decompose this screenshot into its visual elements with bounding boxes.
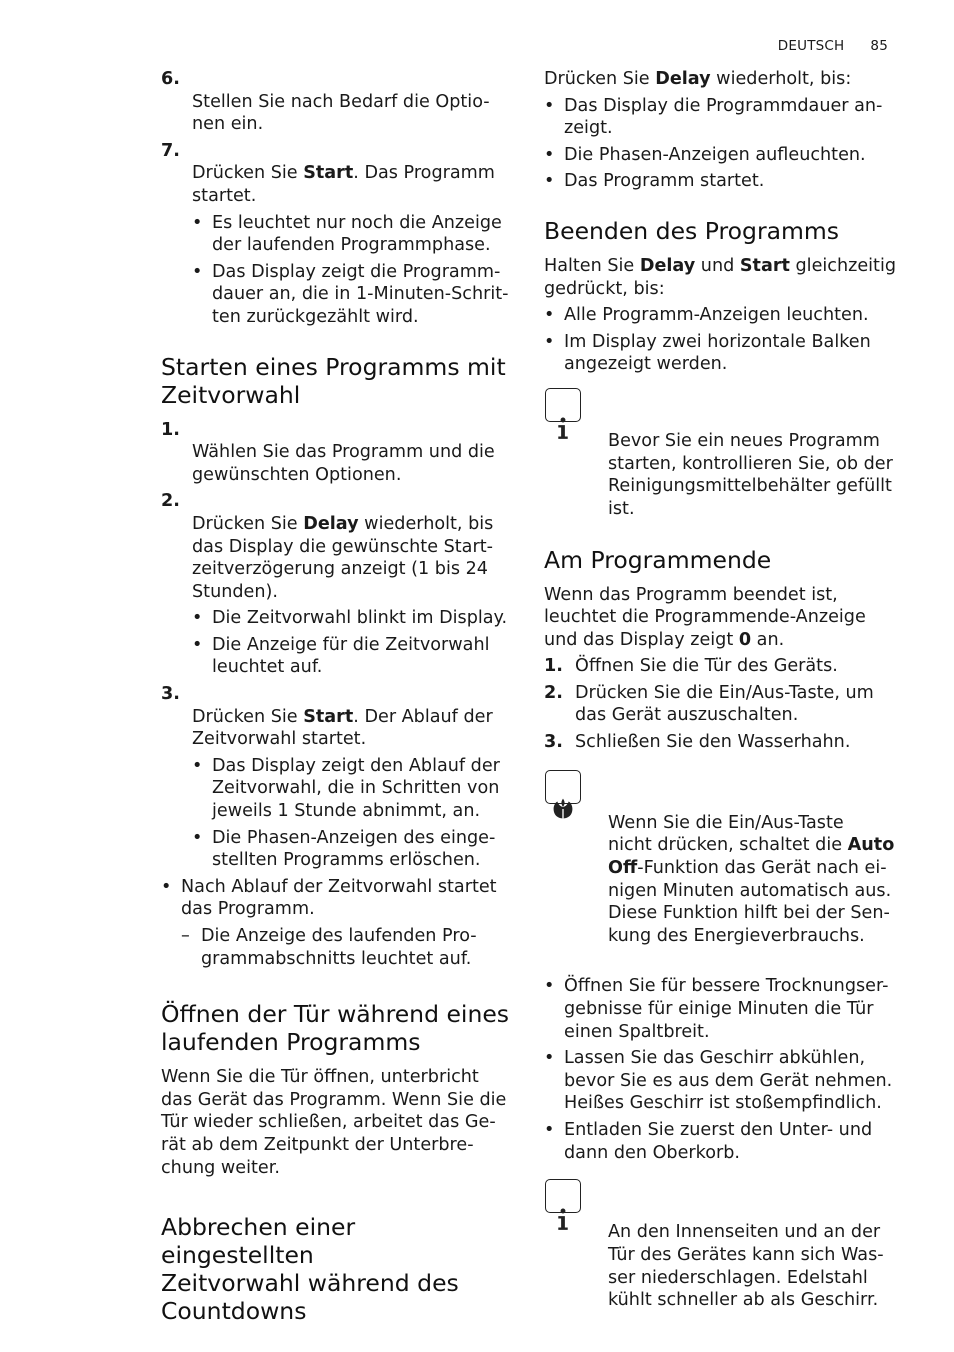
bullet-item bbox=[544, 304, 899, 327]
info-icon bbox=[545, 1179, 581, 1213]
bullet-glyph: • bbox=[544, 976, 555, 997]
bullet-item bbox=[192, 755, 513, 823]
section-title-program-end: Am Programmende bbox=[544, 545, 772, 574]
note-text: Bevor Sie ein neues Programm starten, kontrollieren Sie, ob der Reinigungsmittelbehälter gefüllt ist. bbox=[608, 431, 893, 519]
step-7 bbox=[161, 140, 513, 208]
right-column bbox=[544, 68, 899, 1312]
step-text-post: wiederholt, bis das Display die gewünschte Start- zeitverzögerung anzeigt (1 bis 24 Stunden). bbox=[192, 513, 494, 602]
bullet-item bbox=[192, 607, 513, 630]
bullet-item bbox=[192, 634, 513, 679]
start-key-label: Start bbox=[303, 706, 354, 727]
note-text: An den Innenseiten und an der Tür des Gerätes kann sich Was- ser niederschlagen. Edelstahl kühlt schneller ab als Geschirr. bbox=[608, 1222, 884, 1311]
start-key-label: Start bbox=[739, 255, 790, 276]
step-number: 1. bbox=[161, 419, 180, 440]
step-text-post: . Das Programm startet. bbox=[192, 163, 495, 206]
dash-text: Die Anzeige des laufenden Pro- grammabschnitts leuchtet auf. bbox=[201, 926, 477, 969]
step-1 bbox=[544, 655, 899, 678]
bullet-glyph: • bbox=[192, 261, 203, 282]
step-text-pre: Drücken Sie bbox=[192, 706, 304, 727]
dash-item bbox=[181, 925, 513, 970]
intro-post: wiederholt, bis: bbox=[710, 69, 852, 89]
bullet-text: Das Display zeigt die Programm- dauer an, die in 1-Minuten-Schrit- ten zurückgezählt wird. bbox=[212, 261, 509, 327]
start-key-label: Start bbox=[303, 163, 354, 184]
page-header bbox=[778, 38, 888, 54]
step-text: Drücken Sie die Ein/Aus-Taste, um das Gerät auszuschalten. bbox=[575, 682, 874, 726]
end-paragraph bbox=[544, 255, 899, 300]
bullet-text: Im Display zwei horizontale Balken angezeigt werden. bbox=[564, 331, 871, 375]
eco-text-pre: Wenn Sie die Ein/Aus-Taste nicht drücken, schaltet die bbox=[608, 812, 844, 856]
step-text: Stellen Sie nach Bedarf die Optio- nen ein. bbox=[192, 91, 490, 135]
bullet-glyph: • bbox=[544, 1048, 555, 1069]
bullet-text: Es leuchtet nur noch die Anzeige der laufenden Programmphase. bbox=[212, 212, 502, 256]
bullet-item bbox=[544, 1119, 899, 1164]
bullet-item bbox=[544, 170, 899, 193]
bullet-item bbox=[544, 1047, 899, 1115]
step-6 bbox=[161, 68, 513, 136]
bullet-item bbox=[544, 331, 899, 376]
step-number: 3. bbox=[544, 732, 563, 753]
bullet-glyph: • bbox=[544, 305, 555, 326]
bullet-text: Die Phasen-Anzeigen aufleuchten. bbox=[564, 144, 866, 165]
bullet-item bbox=[192, 827, 513, 872]
bullet-text: Lassen Sie das Geschirr abkühlen, bevor Sie es aus dem Gerät nehmen. Heißes Geschirr ist stoßempfindlich. bbox=[564, 1048, 893, 1114]
bullet-text: Die Phasen-Anzeigen des einge- stellten Programms erlöschen. bbox=[212, 827, 496, 871]
end-text-d: gleichzeitig gedrückt, bis: bbox=[544, 255, 897, 299]
delay-key-label: Delay bbox=[655, 69, 711, 89]
info-note-detergent bbox=[544, 385, 899, 521]
step-3 bbox=[544, 731, 899, 754]
step-2 bbox=[544, 682, 899, 727]
bullet-glyph: • bbox=[192, 608, 203, 629]
auto-off-label: Auto Off bbox=[608, 835, 895, 879]
section-title-door-open: Öffnen der Tür während eines laufenden Programms bbox=[161, 1000, 510, 1057]
step-text: Wählen Sie das Programm und die gewünschten Optionen. bbox=[192, 442, 495, 485]
finish-post: an. bbox=[751, 629, 785, 650]
step-text-post: . Der Ablauf der Zeitvorwahl startet. bbox=[192, 706, 493, 750]
leaf-icon bbox=[545, 770, 581, 804]
bullet-text: Das Display die Programmdauer an- zeigt. bbox=[564, 95, 883, 139]
info-note-condensation bbox=[544, 1176, 899, 1312]
step-number: 2. bbox=[161, 491, 180, 512]
step-number: 6. bbox=[161, 69, 180, 89]
bullet-glyph: • bbox=[544, 171, 555, 192]
end-text-c: und bbox=[695, 255, 740, 276]
step-number: 2. bbox=[544, 682, 563, 703]
step-1 bbox=[161, 419, 513, 487]
bullet-item bbox=[192, 261, 513, 329]
bullet-text: Öffnen Sie für bessere Trocknungser- gebnisse für einige Minuten die Tür einen Spaltbreit. bbox=[564, 976, 889, 1042]
eco-note-auto-off bbox=[544, 767, 899, 948]
bullet-text: Entladen Sie zuerst den Unter- und dann den Oberkorb. bbox=[564, 1119, 873, 1163]
bullet-text: Das Display zeigt den Ablauf der Zeitvorwahl, die in Schritten von jeweils 1 Stunde abnimmt, an. bbox=[212, 755, 500, 822]
bullet-glyph: • bbox=[192, 827, 203, 848]
bullet-item bbox=[161, 876, 513, 921]
finish-paragraph bbox=[544, 584, 899, 652]
door-paragraph: Wenn Sie die Tür öffnen, unterbricht das Gerät das Programm. Wenn Sie die Tür wieder schließen, arbeitet das Ge- rät ab dem Zeitpunkt der Unterbre- chung weiter. bbox=[161, 1067, 507, 1178]
bullet-glyph: • bbox=[161, 876, 172, 897]
bullet-item bbox=[544, 144, 899, 167]
step-number: 3. bbox=[161, 684, 180, 705]
step-text: Öffnen Sie die Tür des Geräts. bbox=[575, 656, 838, 677]
bullet-text: Die Zeitvorwahl blinkt im Display. bbox=[212, 608, 508, 629]
page-number: 85 bbox=[870, 38, 888, 54]
section-title-end-program: Beenden des Programms bbox=[544, 216, 840, 245]
bullet-text: Alle Programm-Anzeigen leuchten. bbox=[564, 305, 869, 326]
finish-pre: Wenn das Programm beendet ist, leuchtet die Programmende-Anzeige und das Display zeigt bbox=[544, 584, 866, 650]
delay-key-label: Delay bbox=[303, 513, 359, 534]
bullet-item bbox=[544, 975, 899, 1043]
bullet-text: Das Programm startet. bbox=[564, 171, 765, 192]
bullet-glyph: • bbox=[192, 212, 203, 233]
bullet-item bbox=[544, 95, 899, 140]
intro-pre: Drücken Sie bbox=[544, 69, 656, 89]
bullet-item bbox=[192, 212, 513, 257]
bullet-glyph: • bbox=[192, 755, 203, 776]
step-2 bbox=[161, 490, 513, 603]
step-text: Schließen Sie den Wasserhahn. bbox=[575, 732, 851, 753]
display-zero-value: 0 bbox=[738, 629, 752, 650]
dash-glyph: – bbox=[181, 926, 190, 946]
bullet-glyph: • bbox=[544, 144, 555, 165]
intro-paragraph bbox=[544, 68, 899, 91]
bullet-glyph: • bbox=[544, 1119, 555, 1140]
left-column bbox=[161, 68, 513, 1325]
section-title-delay-start: Starten eines Programms mit Zeitvorwahl bbox=[161, 352, 506, 409]
end-text-a: Halten Sie bbox=[544, 255, 640, 276]
language-label: DEUTSCH bbox=[777, 38, 845, 54]
bullet-text: Die Anzeige für die Zeitvorwahl leuchtet auf. bbox=[212, 634, 490, 678]
section-title-cancel-delay: Abbrechen einer eingestellten Zeitvorwahl während des Countdowns bbox=[161, 1213, 459, 1326]
bullet-text: Nach Ablauf der Zeitvorwahl startet das Programm. bbox=[181, 876, 497, 920]
bullet-glyph: • bbox=[544, 95, 555, 116]
info-icon bbox=[545, 388, 581, 422]
delay-key-label: Delay bbox=[639, 255, 696, 276]
step-number: 1. bbox=[544, 656, 563, 677]
step-number: 7. bbox=[161, 140, 180, 161]
step-text-pre: Drücken Sie bbox=[192, 513, 304, 534]
bullet-glyph: • bbox=[192, 634, 203, 655]
step-3 bbox=[161, 683, 513, 751]
eco-text-post: -Funktion das Gerät nach ei- nigen Minuten automatisch aus. Diese Funktion hilft bei der Sen- kung des Energieverbrauchs. bbox=[608, 858, 892, 946]
bullet-glyph: • bbox=[544, 331, 555, 352]
step-text-pre: Drücken Sie bbox=[192, 163, 304, 184]
